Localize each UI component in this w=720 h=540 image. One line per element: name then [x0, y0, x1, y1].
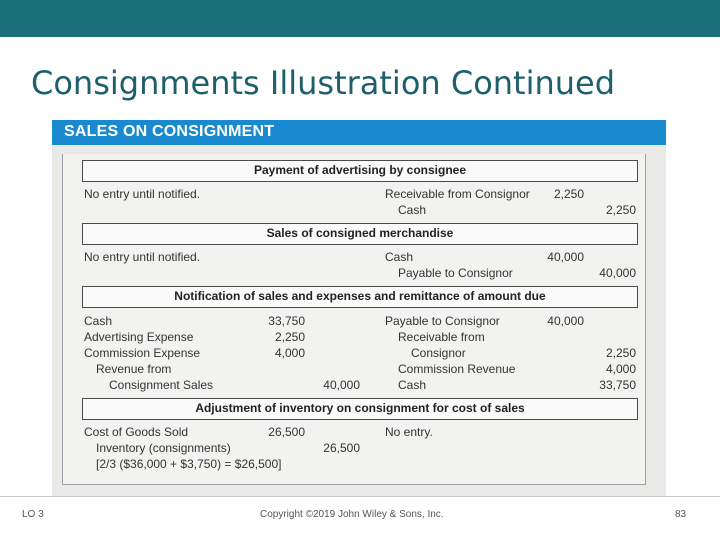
entry-account: Cost of Goods Sold	[84, 425, 189, 439]
consignee-note: No entry.	[385, 425, 433, 439]
entry-debit: 40,000	[547, 250, 584, 264]
entry-credit: 33,750	[599, 378, 636, 392]
entry-debit: 33,750	[268, 314, 305, 328]
entry-account: Advertising Expense	[84, 330, 194, 344]
entry-account: Consignment Sales	[109, 378, 214, 392]
consignor-note: No entry until notified.	[84, 187, 201, 201]
entry-account: Payable to Consignor	[385, 314, 500, 328]
entry-credit: 40,000	[599, 266, 636, 280]
top-accent-bar	[0, 0, 720, 37]
entry-account: Payable to Consignor	[398, 266, 513, 280]
entry-account: Cash	[84, 314, 113, 328]
entry-account: Consignor	[411, 346, 466, 360]
entry-account: Receivable from Consignor	[385, 187, 530, 201]
entry-account: Cash	[398, 203, 427, 217]
consignor-note: No entry until notified.	[84, 250, 201, 264]
section-title-advertising: Payment of advertising by consignee	[82, 160, 638, 182]
section-title-sales: Sales of consigned merchandise	[82, 223, 638, 245]
entry-account: Inventory (consignments)	[96, 441, 231, 455]
slide-title: Consignments Illustration Continued	[31, 64, 616, 102]
footer-page-number: 83	[675, 509, 687, 520]
computation-note: [2/3 ($36,000 + $3,750) = $26,500]	[96, 457, 282, 471]
section-title-adjustment: Adjustment of inventory on consignment for cost of sales	[82, 398, 638, 420]
footer-lo: LO 3	[22, 509, 44, 520]
entry-credit: 2,250	[605, 203, 636, 217]
entry-account: Receivable from	[398, 330, 485, 344]
entry-account: Cash	[398, 378, 427, 392]
entry-account: Revenue from	[96, 362, 172, 376]
entry-credit: 2,250	[605, 346, 636, 360]
entry-credit: 26,500	[323, 441, 360, 455]
entry-credit: 40,000	[323, 378, 360, 392]
panel-header	[52, 120, 666, 145]
entry-account: Cash	[385, 250, 414, 264]
panel-header-text: SALES ON CONSIGNMENT	[64, 123, 275, 140]
entry-debit: 2,250	[553, 187, 584, 201]
entry-account: Commission Revenue	[398, 362, 516, 376]
entry-debit: 4,000	[274, 346, 305, 360]
entry-debit: 2,250	[274, 330, 305, 344]
entry-debit: 26,500	[268, 425, 305, 439]
footer-divider	[0, 496, 720, 497]
entry-account: Commission Expense	[84, 346, 201, 360]
footer-copyright: Copyright ©2019 John Wiley & Sons, Inc.	[260, 509, 444, 520]
section-title-notification: Notification of sales and expenses and remittance of amount due	[82, 286, 638, 308]
entry-credit: 4,000	[605, 362, 636, 376]
entry-debit: 40,000	[547, 314, 584, 328]
